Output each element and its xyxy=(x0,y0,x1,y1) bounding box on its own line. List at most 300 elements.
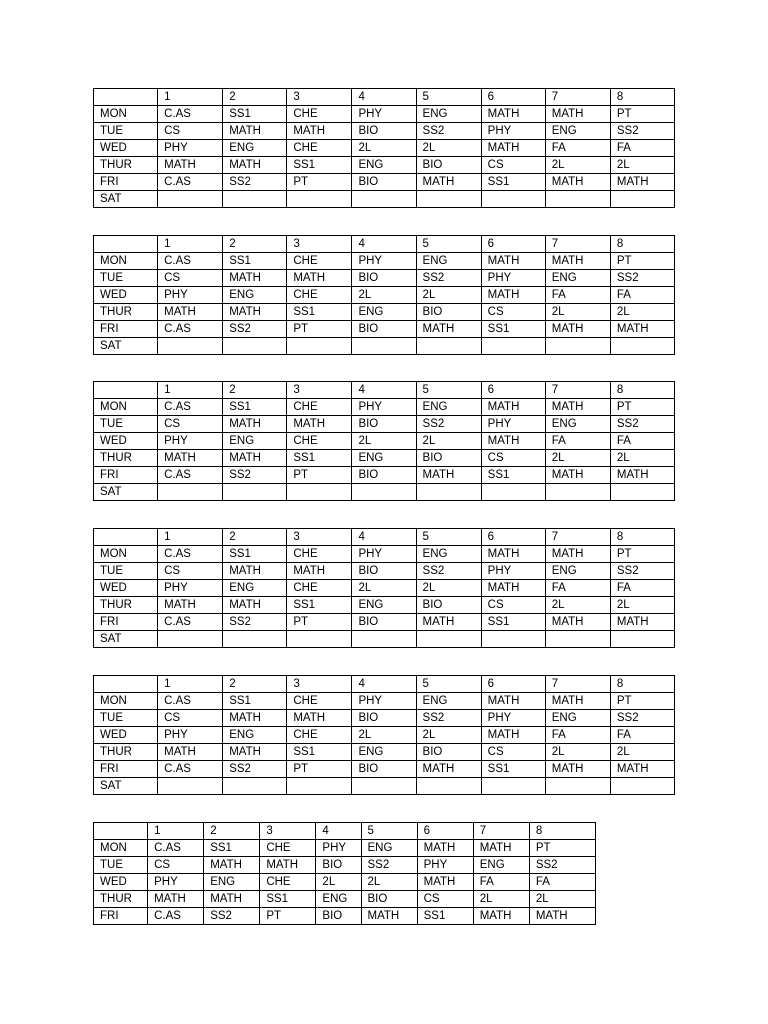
subject-cell xyxy=(545,484,610,501)
timetable-1 xyxy=(93,88,675,208)
day-row-fri xyxy=(94,321,675,338)
day-label: FRI xyxy=(94,908,148,925)
subject-cell: MATH xyxy=(481,287,545,304)
subject-cell xyxy=(610,338,674,355)
subject-cell: SS2 xyxy=(610,710,674,727)
subject-cell: SS2 xyxy=(223,614,287,631)
subject-cell: 2L xyxy=(416,727,481,744)
subject-cell xyxy=(158,191,223,208)
subject-cell: CHE xyxy=(287,106,352,123)
period-8-header: 8 xyxy=(610,236,674,253)
subject-cell: MATH xyxy=(416,761,481,778)
period-header-row xyxy=(94,529,675,546)
subject-cell: MATH xyxy=(545,761,610,778)
subject-cell: SS1 xyxy=(287,597,352,614)
subject-cell: MATH xyxy=(545,546,610,563)
subject-cell: CHE xyxy=(287,580,352,597)
day-label: WED xyxy=(94,140,158,157)
corner-cell xyxy=(94,89,158,106)
timetable-3 xyxy=(93,381,675,501)
subject-cell: CS xyxy=(481,597,545,614)
subject-cell: BIO xyxy=(352,270,416,287)
subject-cell: MATH xyxy=(473,908,529,925)
day-row-thur xyxy=(94,597,675,614)
period-header-row xyxy=(94,89,675,106)
period-3-header: 3 xyxy=(287,676,352,693)
subject-cell: ENG xyxy=(223,433,287,450)
subject-cell: PHY xyxy=(417,857,473,874)
subject-cell: CS xyxy=(158,270,223,287)
subject-cell: MATH xyxy=(481,253,545,270)
period-5-header: 5 xyxy=(416,382,481,399)
subject-cell: BIO xyxy=(352,761,416,778)
subject-cell: MATH xyxy=(610,614,674,631)
subject-cell xyxy=(416,191,481,208)
period-4-header: 4 xyxy=(352,382,416,399)
subject-cell: MATH xyxy=(481,106,545,123)
period-2-header: 2 xyxy=(223,529,287,546)
day-row-mon xyxy=(94,253,675,270)
period-8-header: 8 xyxy=(529,823,595,840)
subject-cell: ENG xyxy=(416,106,481,123)
subject-cell: MATH xyxy=(223,416,287,433)
subject-cell: MATH xyxy=(223,123,287,140)
subject-cell: MATH xyxy=(158,304,223,321)
subject-cell xyxy=(352,338,416,355)
subject-cell: MATH xyxy=(545,693,610,710)
subject-cell: PHY xyxy=(481,270,545,287)
subject-cell: FA xyxy=(545,727,610,744)
subject-cell: CS xyxy=(148,857,204,874)
subject-cell: CS xyxy=(158,416,223,433)
subject-cell: MATH xyxy=(416,174,481,191)
subject-cell: BIO xyxy=(352,563,416,580)
subject-cell: 2L xyxy=(352,287,416,304)
subject-cell: PHY xyxy=(481,563,545,580)
day-row-fri xyxy=(94,761,675,778)
period-4-header: 4 xyxy=(316,823,361,840)
subject-cell: 2L xyxy=(361,874,417,891)
subject-cell: 2L xyxy=(545,450,610,467)
subject-cell: ENG xyxy=(545,710,610,727)
subject-cell: MATH xyxy=(223,304,287,321)
subject-cell: CS xyxy=(158,123,223,140)
subject-cell xyxy=(287,631,352,648)
timetable-6 xyxy=(93,822,596,925)
subject-cell: CHE xyxy=(287,287,352,304)
subject-cell: C.AS xyxy=(158,693,223,710)
subject-cell: CHE xyxy=(287,140,352,157)
period-4-header: 4 xyxy=(352,676,416,693)
subject-cell: SS1 xyxy=(481,467,545,484)
subject-cell: PT xyxy=(287,321,352,338)
period-header-row xyxy=(94,382,675,399)
subject-cell: MATH xyxy=(545,174,610,191)
subject-cell: PT xyxy=(287,174,352,191)
subject-cell: PHY xyxy=(481,123,545,140)
subject-cell: SS2 xyxy=(416,270,481,287)
subject-cell: PHY xyxy=(352,546,416,563)
period-6-header: 6 xyxy=(481,236,545,253)
subject-cell xyxy=(481,778,545,795)
subject-cell: MATH xyxy=(529,908,595,925)
subject-cell xyxy=(158,778,223,795)
day-row-mon xyxy=(94,106,675,123)
subject-cell: MATH xyxy=(287,416,352,433)
subject-cell: MATH xyxy=(416,321,481,338)
subject-cell: MATH xyxy=(416,467,481,484)
subject-cell: SS2 xyxy=(610,123,674,140)
day-label: MON xyxy=(94,399,158,416)
subject-cell: 2L xyxy=(416,287,481,304)
subject-cell: MATH xyxy=(223,710,287,727)
subject-cell: MATH xyxy=(610,174,674,191)
subject-cell: FA xyxy=(545,140,610,157)
subject-cell: ENG xyxy=(545,123,610,140)
day-label: MON xyxy=(94,546,158,563)
subject-cell: CS xyxy=(417,891,473,908)
subject-cell: ENG xyxy=(416,546,481,563)
subject-cell: PT xyxy=(287,614,352,631)
subject-cell: BIO xyxy=(361,891,417,908)
subject-cell: PT xyxy=(610,693,674,710)
subject-cell: MATH xyxy=(361,908,417,925)
subject-cell: MATH xyxy=(287,710,352,727)
subject-cell: FA xyxy=(473,874,529,891)
subject-cell: ENG xyxy=(352,157,416,174)
subject-cell: SS1 xyxy=(481,321,545,338)
subject-cell: BIO xyxy=(352,416,416,433)
subject-cell: MATH xyxy=(223,563,287,580)
subject-cell: SS2 xyxy=(223,761,287,778)
subject-cell: MATH xyxy=(545,321,610,338)
period-1-header: 1 xyxy=(158,89,223,106)
subject-cell xyxy=(545,778,610,795)
period-2-header: 2 xyxy=(223,236,287,253)
subject-cell: MATH xyxy=(158,597,223,614)
subject-cell: CHE xyxy=(287,727,352,744)
subject-cell: 2L xyxy=(352,580,416,597)
corner-cell xyxy=(94,382,158,399)
day-row-tue xyxy=(94,857,596,874)
subject-cell: ENG xyxy=(352,450,416,467)
period-7-header: 7 xyxy=(545,676,610,693)
subject-cell xyxy=(610,191,674,208)
day-row-sat xyxy=(94,778,675,795)
subject-cell xyxy=(416,338,481,355)
subject-cell: 2L xyxy=(473,891,529,908)
subject-cell: PHY xyxy=(158,580,223,597)
day-label: THUR xyxy=(94,891,148,908)
subject-cell: 2L xyxy=(610,157,674,174)
period-2-header: 2 xyxy=(204,823,260,840)
day-row-tue xyxy=(94,123,675,140)
subject-cell: SS2 xyxy=(361,857,417,874)
day-label: THUR xyxy=(94,744,158,761)
subject-cell xyxy=(481,338,545,355)
subject-cell xyxy=(287,484,352,501)
subject-cell: MATH xyxy=(223,270,287,287)
subject-cell: SS2 xyxy=(416,563,481,580)
subject-cell xyxy=(287,338,352,355)
subject-cell xyxy=(416,484,481,501)
subject-cell: PHY xyxy=(352,693,416,710)
day-row-tue xyxy=(94,416,675,433)
subject-cell: CHE xyxy=(287,253,352,270)
period-1-header: 1 xyxy=(158,529,223,546)
day-row-mon xyxy=(94,693,675,710)
subject-cell: SS1 xyxy=(481,761,545,778)
subject-cell: 2L xyxy=(545,157,610,174)
corner-cell xyxy=(94,676,158,693)
day-row-fri xyxy=(94,614,675,631)
subject-cell: MATH xyxy=(481,140,545,157)
subject-cell xyxy=(610,778,674,795)
subject-cell: SS2 xyxy=(610,270,674,287)
period-2-header: 2 xyxy=(223,382,287,399)
subject-cell: MATH xyxy=(481,727,545,744)
subject-cell: PT xyxy=(529,840,595,857)
subject-cell: 2L xyxy=(316,874,361,891)
subject-cell: ENG xyxy=(545,563,610,580)
subject-cell: PHY xyxy=(316,840,361,857)
subject-cell: SS1 xyxy=(287,450,352,467)
day-row-sat xyxy=(94,484,675,501)
subject-cell: PT xyxy=(287,467,352,484)
subject-cell: 2L xyxy=(416,580,481,597)
subject-cell: SS1 xyxy=(287,157,352,174)
day-row-thur xyxy=(94,157,675,174)
subject-cell: FA xyxy=(610,433,674,450)
subject-cell: CS xyxy=(481,744,545,761)
subject-cell: C.AS xyxy=(148,908,204,925)
subject-cell: MATH xyxy=(481,433,545,450)
timetable-4 xyxy=(93,528,675,648)
subject-cell: BIO xyxy=(352,614,416,631)
day-label: MON xyxy=(94,106,158,123)
subject-cell: C.AS xyxy=(158,467,223,484)
subject-cell: CS xyxy=(158,563,223,580)
subject-cell: PT xyxy=(610,253,674,270)
day-row-wed xyxy=(94,287,675,304)
subject-cell: MATH xyxy=(204,857,260,874)
subject-cell: C.AS xyxy=(158,106,223,123)
period-3-header: 3 xyxy=(287,236,352,253)
period-8-header: 8 xyxy=(610,529,674,546)
subject-cell: FA xyxy=(610,140,674,157)
period-6-header: 6 xyxy=(417,823,473,840)
subject-cell: ENG xyxy=(545,270,610,287)
subject-cell: ENG xyxy=(416,693,481,710)
subject-cell: BIO xyxy=(316,908,361,925)
subject-cell: MATH xyxy=(481,580,545,597)
day-label: FRI xyxy=(94,467,158,484)
subject-cell: BIO xyxy=(416,744,481,761)
subject-cell: PHY xyxy=(481,710,545,727)
day-label: FRI xyxy=(94,174,158,191)
period-3-header: 3 xyxy=(287,529,352,546)
subject-cell: SS1 xyxy=(481,614,545,631)
subject-cell: MATH xyxy=(287,123,352,140)
period-6-header: 6 xyxy=(481,676,545,693)
subject-cell: 2L xyxy=(352,140,416,157)
subject-cell: PT xyxy=(610,106,674,123)
subject-cell: SS2 xyxy=(416,710,481,727)
subject-cell: MATH xyxy=(223,744,287,761)
subject-cell: C.AS xyxy=(158,399,223,416)
subject-cell: SS1 xyxy=(417,908,473,925)
period-5-header: 5 xyxy=(416,529,481,546)
subject-cell: ENG xyxy=(545,416,610,433)
subject-cell: PHY xyxy=(158,287,223,304)
subject-cell: ENG xyxy=(473,857,529,874)
subject-cell: MATH xyxy=(545,253,610,270)
subject-cell: PHY xyxy=(148,874,204,891)
day-label: TUE xyxy=(94,416,158,433)
subject-cell: MATH xyxy=(416,614,481,631)
subject-cell: MATH xyxy=(545,106,610,123)
subject-cell: MATH xyxy=(545,467,610,484)
subject-cell: SS2 xyxy=(223,321,287,338)
period-7-header: 7 xyxy=(473,823,529,840)
subject-cell: MATH xyxy=(417,874,473,891)
subject-cell: SS1 xyxy=(287,744,352,761)
subject-cell: MATH xyxy=(287,563,352,580)
subject-cell xyxy=(545,338,610,355)
subject-cell: 2L xyxy=(352,433,416,450)
subject-cell: MATH xyxy=(473,840,529,857)
subject-cell: CS xyxy=(158,710,223,727)
subject-cell: C.AS xyxy=(158,546,223,563)
period-1-header: 1 xyxy=(158,382,223,399)
subject-cell: SS1 xyxy=(223,106,287,123)
period-7-header: 7 xyxy=(545,382,610,399)
subject-cell: SS1 xyxy=(223,253,287,270)
day-row-wed xyxy=(94,433,675,450)
day-label: SAT xyxy=(94,631,158,648)
subject-cell: ENG xyxy=(223,727,287,744)
subject-cell: BIO xyxy=(352,710,416,727)
subject-cell: 2L xyxy=(610,450,674,467)
subject-cell: PT xyxy=(610,546,674,563)
subject-cell: MATH xyxy=(223,157,287,174)
subject-cell: FA xyxy=(545,433,610,450)
subject-cell: 2L xyxy=(610,597,674,614)
subject-cell: 2L xyxy=(352,727,416,744)
subject-cell xyxy=(158,484,223,501)
subject-cell: SS1 xyxy=(223,546,287,563)
subject-cell: CS xyxy=(481,304,545,321)
day-label: TUE xyxy=(94,123,158,140)
subject-cell: ENG xyxy=(223,580,287,597)
period-2-header: 2 xyxy=(223,676,287,693)
day-label: FRI xyxy=(94,761,158,778)
subject-cell: SS2 xyxy=(223,467,287,484)
period-4-header: 4 xyxy=(352,236,416,253)
subject-cell: MATH xyxy=(158,744,223,761)
day-label: WED xyxy=(94,580,158,597)
subject-cell xyxy=(545,191,610,208)
subject-cell: 2L xyxy=(545,744,610,761)
subject-cell: BIO xyxy=(416,157,481,174)
timetable-5 xyxy=(93,675,675,795)
subject-cell: FA xyxy=(545,287,610,304)
subject-cell: BIO xyxy=(352,467,416,484)
subject-cell: SS2 xyxy=(204,908,260,925)
period-6-header: 6 xyxy=(481,529,545,546)
subject-cell: 2L xyxy=(416,140,481,157)
subject-cell: MATH xyxy=(260,857,316,874)
subject-cell xyxy=(352,484,416,501)
subject-cell: BIO xyxy=(416,597,481,614)
subject-cell: MATH xyxy=(417,840,473,857)
subject-cell xyxy=(287,191,352,208)
subject-cell: CHE xyxy=(260,874,316,891)
day-label: FRI xyxy=(94,614,158,631)
subject-cell: PHY xyxy=(352,399,416,416)
period-7-header: 7 xyxy=(545,529,610,546)
subject-cell: SS2 xyxy=(223,174,287,191)
period-5-header: 5 xyxy=(416,89,481,106)
subject-cell: MATH xyxy=(545,399,610,416)
subject-cell: MATH xyxy=(610,467,674,484)
subject-cell xyxy=(416,631,481,648)
day-label: MON xyxy=(94,693,158,710)
subject-cell: SS2 xyxy=(610,563,674,580)
subject-cell xyxy=(223,338,287,355)
day-label: WED xyxy=(94,287,158,304)
day-label: WED xyxy=(94,433,158,450)
day-row-thur xyxy=(94,744,675,761)
subject-cell: FA xyxy=(610,287,674,304)
day-row-tue xyxy=(94,270,675,287)
subject-cell: CHE xyxy=(287,433,352,450)
subject-cell: C.AS xyxy=(158,761,223,778)
subject-cell: PHY xyxy=(352,253,416,270)
subject-cell xyxy=(481,631,545,648)
period-1-header: 1 xyxy=(158,676,223,693)
day-label: SAT xyxy=(94,484,158,501)
subject-cell xyxy=(287,778,352,795)
day-row-fri xyxy=(94,908,596,925)
corner-cell xyxy=(94,236,158,253)
subject-cell: ENG xyxy=(316,891,361,908)
subject-cell: C.AS xyxy=(148,840,204,857)
subject-cell xyxy=(352,778,416,795)
day-row-tue xyxy=(94,563,675,580)
day-row-thur xyxy=(94,891,596,908)
period-5-header: 5 xyxy=(416,236,481,253)
subject-cell xyxy=(352,191,416,208)
subject-cell xyxy=(223,191,287,208)
subject-cell: 2L xyxy=(545,304,610,321)
subject-cell: ENG xyxy=(223,140,287,157)
subject-cell: MATH xyxy=(158,450,223,467)
subject-cell: BIO xyxy=(416,304,481,321)
day-row-wed xyxy=(94,580,675,597)
day-row-thur xyxy=(94,450,675,467)
subject-cell: MATH xyxy=(481,546,545,563)
day-row-fri xyxy=(94,467,675,484)
period-8-header: 8 xyxy=(610,382,674,399)
subject-cell: PT xyxy=(610,399,674,416)
period-8-header: 8 xyxy=(610,89,674,106)
subject-cell: CHE xyxy=(287,399,352,416)
subject-cell: FA xyxy=(610,727,674,744)
subject-cell: CHE xyxy=(287,693,352,710)
subject-cell: 2L xyxy=(545,597,610,614)
subject-cell: MATH xyxy=(481,399,545,416)
